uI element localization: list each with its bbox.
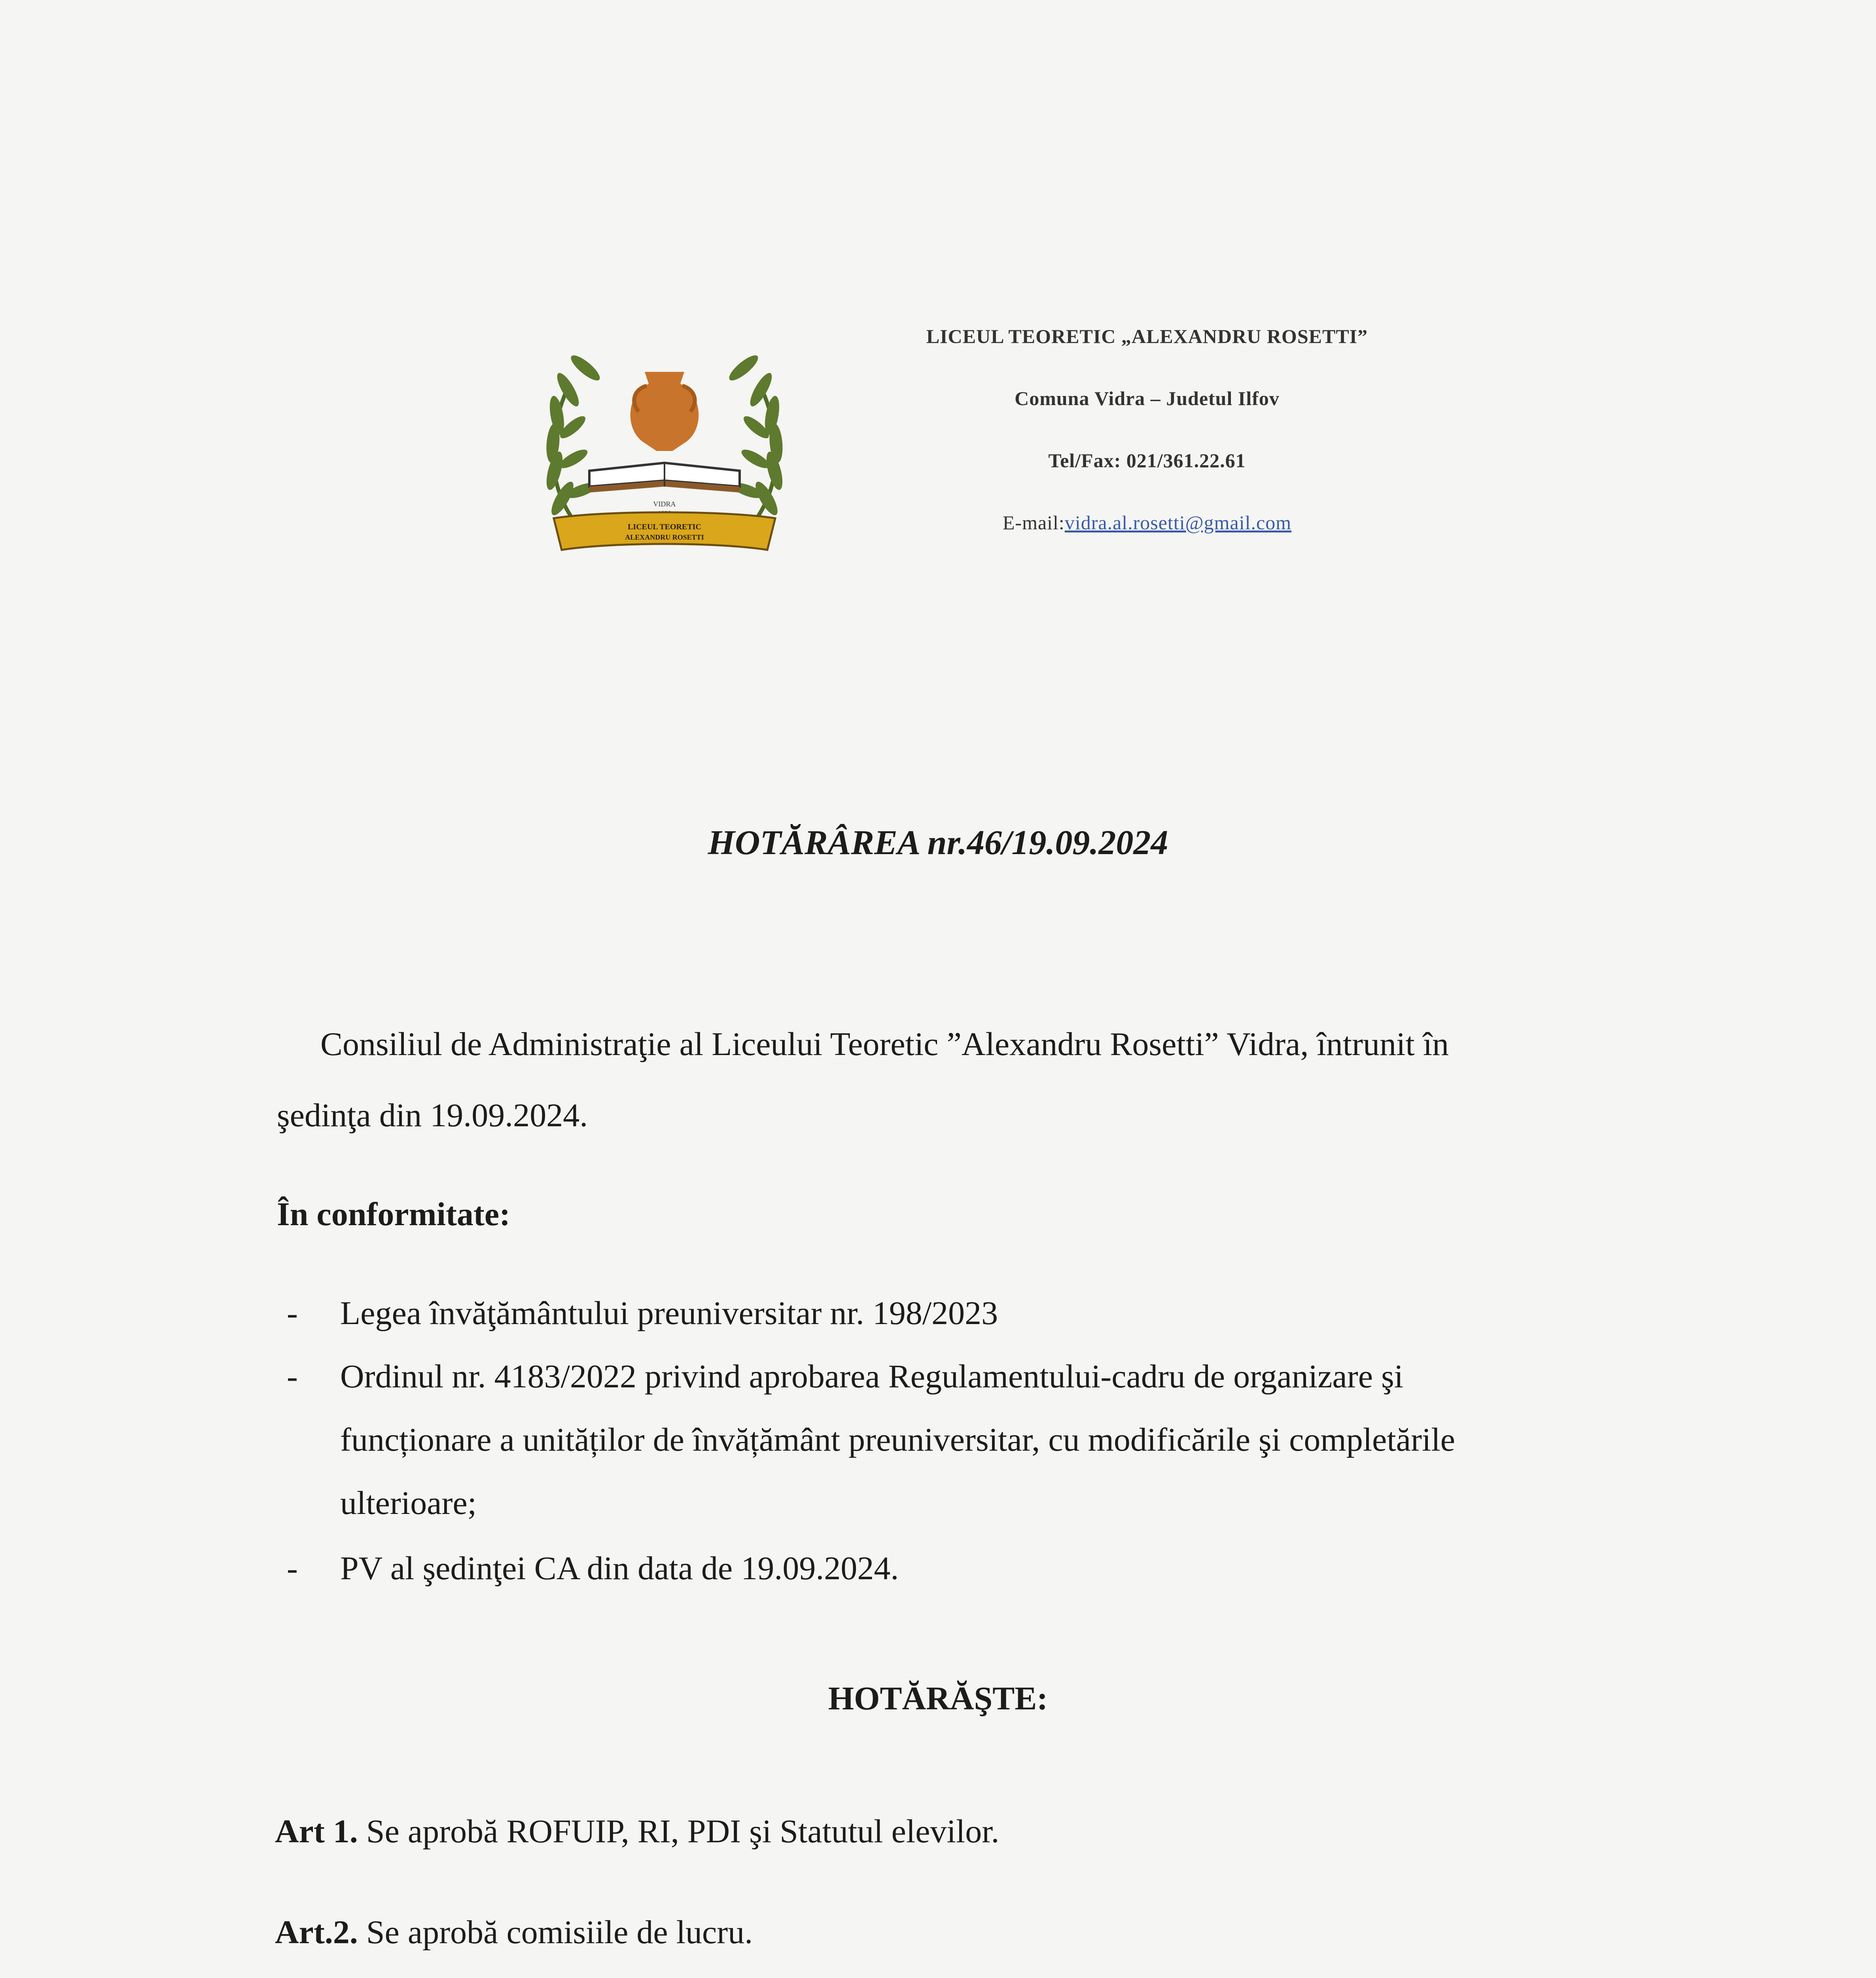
conformity-heading: În conformitate:: [277, 1196, 511, 1233]
decision-title: HOTĂRÂREA nr.46/19.09.2024: [708, 824, 1168, 862]
article-2: [275, 1913, 753, 1952]
logo-text-top: VIDRA: [653, 500, 676, 508]
decides-heading: HOTĂRĂŞTE:: [828, 1680, 1048, 1717]
school-address: Comuna Vidra – Judetul Ilfov: [1015, 387, 1280, 409]
list-dash: -: [287, 1358, 298, 1395]
logo-ribbon-line1: LICEUL TEORETIC: [628, 523, 701, 531]
email-link[interactable]: vidra.al.rosetti@gmail.com: [1064, 512, 1292, 534]
list-dash: -: [287, 1295, 298, 1332]
list-dash: -: [287, 1550, 298, 1587]
school-phone: Tel/Fax: 021/361.22.61: [1048, 449, 1246, 472]
school-header: [831, 320, 1463, 569]
email-label: E-mail:: [1002, 512, 1065, 534]
article-1: [275, 1812, 1000, 1851]
intro-line-2: şedinţa din 19.09.2024.: [277, 1097, 588, 1134]
article-text: Se aprobă ROFUIP, RI, PDI şi Statutul elevilor.: [358, 1813, 1000, 1850]
list-item: Ordinul nr. 4183/2022 privind aprobarea Regulamentului-cadru de organizare şi: [340, 1358, 1403, 1395]
article-label: Art 1.: [275, 1813, 358, 1850]
logo-ribbon-line2: ALEXANDRU ROSETTI: [625, 533, 704, 541]
list-item: Legea învăţământului preuniversitar nr. 198/2023: [340, 1295, 998, 1332]
article-text: Se aprobă comisiile de lucru.: [358, 1914, 753, 1951]
list-item-continuation: ulterioare;: [340, 1485, 477, 1521]
school-name: LICEUL TEORETIC „ALEXANDRU ROSETTI”: [926, 325, 1368, 347]
intro-line-1: Consiliul de Administraţie al Liceului Teoretic ”Alexandru Rosetti” Vidra, întrunit în: [320, 1026, 1449, 1063]
school-email-line: [831, 507, 1463, 569]
school-logo: [526, 313, 803, 566]
list-item: PV al şedinţei CA din data de 19.09.2024.: [340, 1550, 899, 1587]
article-label: Art.2.: [275, 1914, 358, 1951]
list-item-continuation: funcționare a unităților de învățământ preuniversitar, cu modificările şi completările: [340, 1421, 1455, 1458]
